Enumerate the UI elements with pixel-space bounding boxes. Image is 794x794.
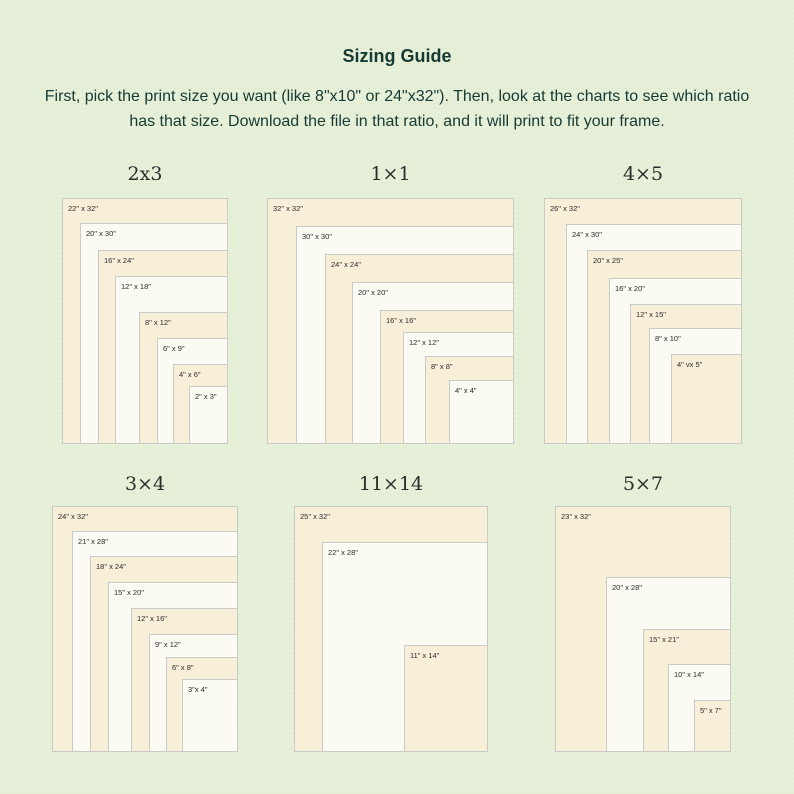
size-label: 4" x 6" xyxy=(179,370,201,379)
chart-title-4x5: 4×5 xyxy=(622,163,664,185)
size-label: 11" x 14" xyxy=(410,651,440,660)
size-label: 22" x 28" xyxy=(328,548,358,557)
size-label: 4" vx 5" xyxy=(677,360,703,369)
size-label: 8" x 8" xyxy=(431,362,453,371)
size-label: 24" x 30" xyxy=(572,230,602,239)
chart-title-2x3: 2x3 xyxy=(127,163,163,185)
size-label: 16" x 24" xyxy=(104,256,134,265)
size-label: 24" x 24" xyxy=(331,260,361,269)
size-box xyxy=(671,354,742,444)
size-chart-11x14 xyxy=(294,506,488,752)
chart-title-11x14: 11×14 xyxy=(358,473,424,495)
size-label: 6" x 8" xyxy=(172,663,194,672)
size-label: 16" x 20" xyxy=(615,284,645,293)
size-chart-3x4 xyxy=(52,506,238,752)
size-label: 25" x 32" xyxy=(300,512,330,521)
size-label: 12" x 18" xyxy=(121,282,151,291)
size-label: 8" x 12" xyxy=(145,318,171,327)
size-label: 10" x 14" xyxy=(674,670,704,679)
size-label: 23" x 32" xyxy=(561,512,591,521)
size-box xyxy=(404,645,488,752)
size-label: 5" x 7" xyxy=(700,706,722,715)
size-label: 2" x 3" xyxy=(195,392,217,401)
size-label: 3"x 4" xyxy=(188,685,208,694)
size-label: 4" x 4" xyxy=(455,386,477,395)
size-chart-4x5 xyxy=(544,198,742,444)
size-label: 16" x 16" xyxy=(386,316,416,325)
chart-title-3x4: 3×4 xyxy=(124,473,166,495)
size-box xyxy=(694,700,731,752)
size-label: 20" x 25" xyxy=(593,256,623,265)
size-label: 12" x 12" xyxy=(409,338,439,347)
size-chart-5x7 xyxy=(555,506,731,752)
size-label: 20" x 28" xyxy=(612,583,642,592)
size-box xyxy=(182,679,238,752)
size-label: 20" x 30" xyxy=(86,229,116,238)
page-title: Sizing Guide xyxy=(342,46,452,66)
size-chart-1x1 xyxy=(267,198,514,444)
chart-title-5x7: 5×7 xyxy=(622,473,664,495)
size-label: 15" x 21" xyxy=(649,635,679,644)
size-label: 26" x 32" xyxy=(550,204,580,213)
size-chart-2x3 xyxy=(62,198,228,444)
size-label: 6" x 9" xyxy=(163,344,185,353)
size-box xyxy=(449,380,514,444)
size-label: 18" x 24" xyxy=(96,562,126,571)
size-label: 9" x 12" xyxy=(155,640,181,649)
size-box xyxy=(189,386,228,444)
size-label: 30" x 30" xyxy=(302,232,332,241)
size-label: 24" x 32" xyxy=(58,512,88,521)
chart-title-1x1: 1×1 xyxy=(370,163,411,185)
intro-text: First, pick the print size you want (like 8"x10" or 24"x32"). Then, look at the charts to see which ratio has that size. Download the file in that ratio, and it will print to fit your frame. xyxy=(44,88,750,130)
size-label: 8" x 10" xyxy=(655,334,681,343)
size-label: 32" x 32" xyxy=(273,204,303,213)
size-label: 21" x 28" xyxy=(78,537,108,546)
size-label: 22" x 32" xyxy=(68,204,98,213)
size-label: 12" x 16" xyxy=(137,614,167,623)
size-label: 20" x 20" xyxy=(358,288,388,297)
size-label: 12" x 15" xyxy=(636,310,666,319)
size-label: 15" x 20" xyxy=(114,588,144,597)
